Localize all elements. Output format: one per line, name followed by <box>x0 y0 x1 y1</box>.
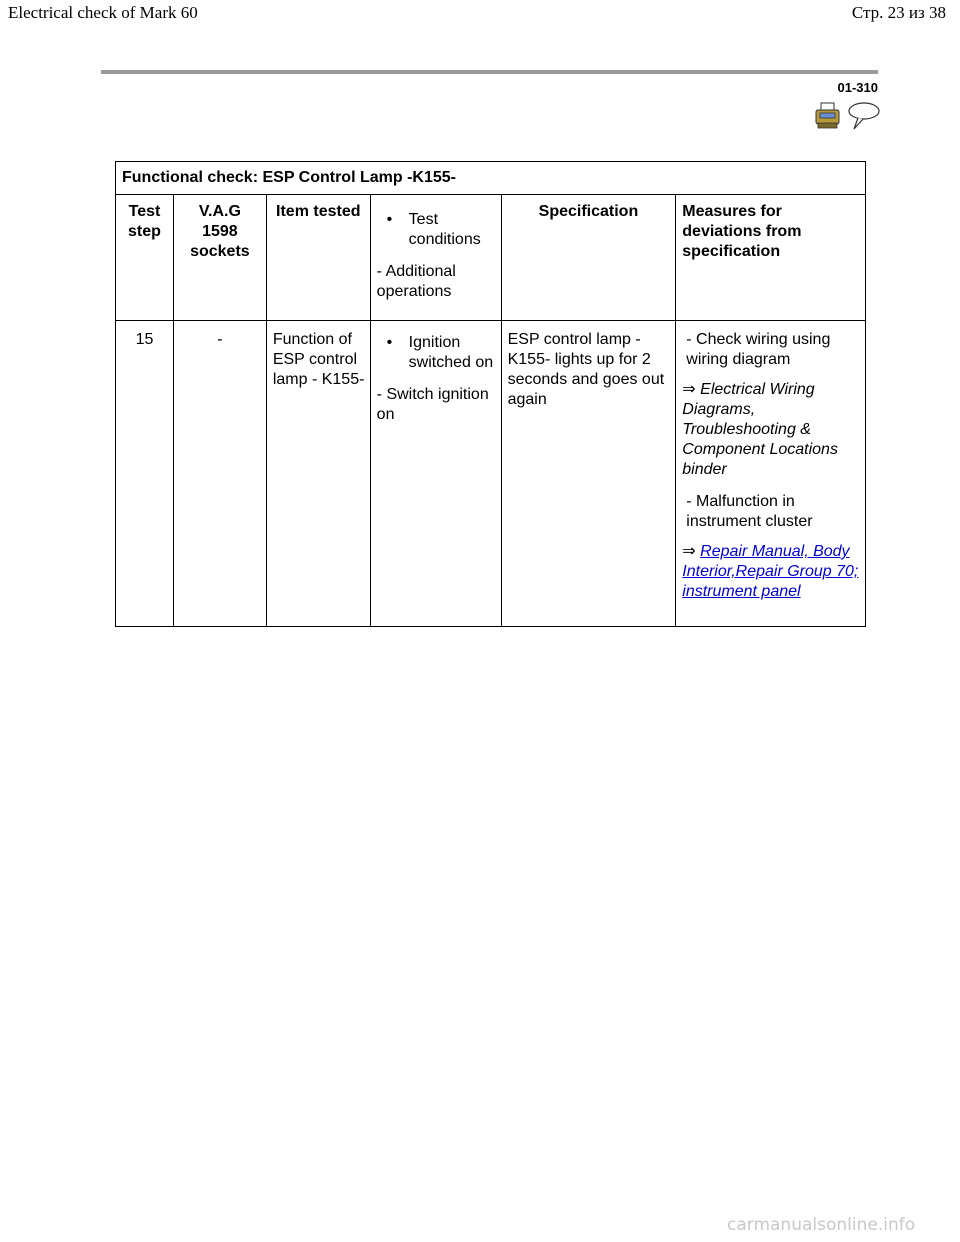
bullet-item <box>381 210 495 250</box>
header-item-tested: Item tested <box>266 195 370 321</box>
reference-wiring-diagrams <box>682 380 859 480</box>
reference-wiring-text: Electrical Wiring Diagrams, Troubleshooting & Component Locations binder <box>682 381 838 478</box>
header-test-conditions: Test conditions <box>408 211 481 248</box>
table-row <box>116 321 866 627</box>
measure-malfunction: - Malfunction in instrument cluster <box>686 493 813 530</box>
table-header-row <box>116 195 866 321</box>
row-step: 15 <box>116 321 174 627</box>
row-measures <box>676 321 866 627</box>
toolbar-icons <box>815 102 885 132</box>
arrow-icon: ⇒ <box>682 543 696 560</box>
page-indicator: Стр. 23 из 38 <box>851 3 946 22</box>
bullet-item <box>381 333 495 373</box>
printer-icon[interactable] <box>816 103 839 128</box>
header-specification: Specification <box>501 195 676 321</box>
bullet-icon: • <box>386 334 393 351</box>
table-title: Functional check: ESP Control Lamp -K155- <box>116 162 866 195</box>
header-conditions <box>370 195 501 321</box>
reference-repair-manual <box>682 542 859 602</box>
measure-check-wiring: - Check wiring using wiring diagram <box>686 331 831 368</box>
document-title: Electrical check of Mark 60 <box>8 3 198 22</box>
bullet-icon: • <box>386 211 393 228</box>
arrow-icon: ⇒ <box>682 381 696 398</box>
footer-watermark: carmanualsonline.info <box>727 1215 916 1235</box>
functional-check-table <box>115 161 866 627</box>
row-specification: ESP control lamp - K155- lights up for 2 seconds and goes out again <box>501 321 676 627</box>
print-header <box>0 0 960 28</box>
row-sockets: - <box>173 321 266 627</box>
row-condition: Ignition switched on <box>408 334 494 371</box>
row-additional-op: - Switch ignition on <box>376 386 489 423</box>
row-conditions <box>370 321 501 627</box>
repair-manual-link[interactable]: Repair Manual, Body Interior,Repair Group 70; instrument panel <box>682 543 859 600</box>
speech-bubble-icon[interactable] <box>849 103 879 129</box>
header-divider <box>101 70 878 74</box>
header-test-step: Test step <box>116 195 174 321</box>
header-measures: Measures for deviations from specification <box>676 195 866 321</box>
page-code: 01-310 <box>837 80 878 95</box>
row-item: Function of ESP control lamp - K155- <box>266 321 370 627</box>
header-additional-ops: - Additional operations <box>376 263 456 300</box>
header-sockets: V.A.G 1598 sockets <box>173 195 266 321</box>
